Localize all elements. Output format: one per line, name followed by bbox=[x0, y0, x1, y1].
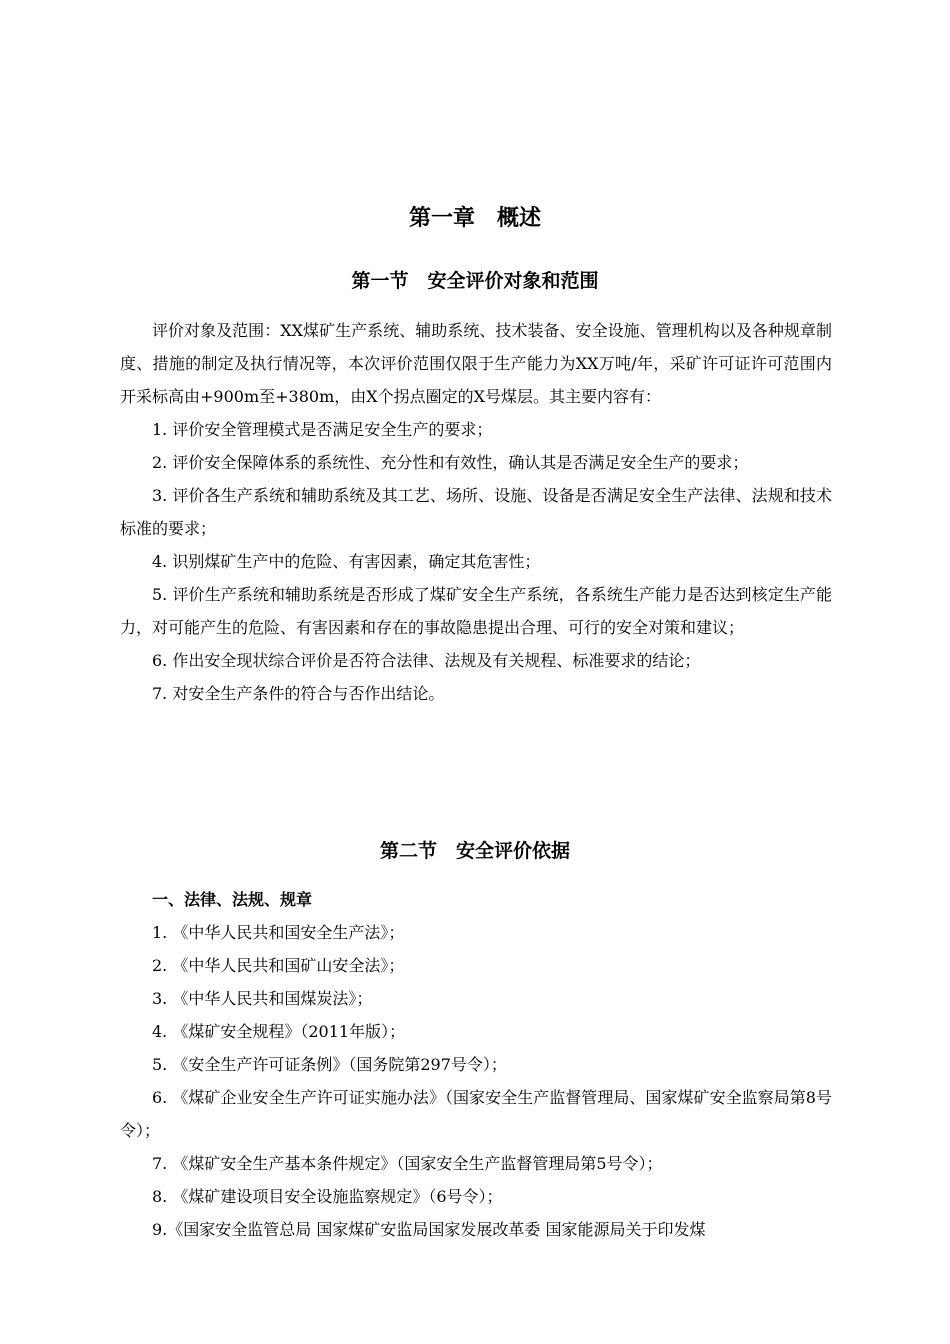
list-item: 3. 《中华人民共和国煤炭法》； bbox=[152, 989, 373, 1008]
list-item: 8. 《煤矿建设项目安全设施监察规定》（6号令）； bbox=[152, 1187, 503, 1206]
list-item: 9.《国家安全监管总局 国家煤矿安监局国家发展改革委 国家能源局关于印发煤 bbox=[152, 1220, 706, 1239]
sub-heading: 一、法律、法规、规章 bbox=[152, 890, 313, 909]
section-title-1: 第一节 安全评价对象和范围 bbox=[351, 270, 599, 292]
intro-paragraph: 评价对象及范围：XX煤矿生产系统、辅助系统、技术装备、安全设施、管理机构以及各种规章制度、措施的制定及执行情况等，本次评价范围仅限于生产能力为XX万吨/年，采矿许可证许可范围内开采标高由+900m至+380m，由X个拐点圈定的X号煤层。其主要内容有： bbox=[120, 321, 832, 406]
list-item: 1. 《中华人民共和国安全生产法》； bbox=[152, 923, 405, 942]
list-item: 4. 识别煤矿生产中的危险、有害因素，确定其危害性； bbox=[152, 552, 541, 571]
list-item: 1. 评价安全管理模式是否满足安全生产的要求； bbox=[152, 420, 493, 439]
list-item: 6. 作出安全现状综合评价是否符合法律、法规及有关规程、标准要求的结论； bbox=[152, 651, 701, 670]
list-item: 5. 《安全生产许可证条例》（国务院第297号令）； bbox=[152, 1055, 507, 1074]
list-item: 3. 评价各生产系统和辅助系统及其工艺、场所、设施、设备是否满足安全生产法律、法规和技术标准的要求； bbox=[120, 486, 832, 538]
list-item: 6. 《煤矿企业安全生产许可证实施办法》（国家安全生产监督管理局、国家煤矿安全监察局第8号令）； bbox=[120, 1088, 832, 1140]
list-item: 4. 《煤矿安全规程》（2011年版）； bbox=[152, 1022, 406, 1041]
chapter-title: 第一章 概述 bbox=[408, 206, 541, 231]
list-item: 7. 《煤矿安全生产基本条件规定》（国家安全生产监督管理局第5号令）； bbox=[152, 1154, 663, 1173]
section-1-body bbox=[120, 314, 832, 710]
section-title-2: 第二节 安全评价依据 bbox=[379, 840, 570, 862]
list-item: 2. 《中华人民共和国矿山安全法》； bbox=[152, 956, 405, 975]
list-item: 2. 评价安全保障体系的系统性、充分性和有效性，确认其是否满足安全生产的要求； bbox=[152, 453, 749, 472]
section-2-body bbox=[120, 883, 832, 1246]
list-item: 7. 对安全生产条件的符合与否作出结论。 bbox=[152, 684, 445, 703]
list-item: 5. 评价生产系统和辅助系统是否形成了煤矿安全生产系统，各系统生产能力是否达到核定生产能力，对可能产生的危险、有害因素和存在的事故隐患提出合理、可行的安全对策和建议； bbox=[120, 585, 832, 637]
